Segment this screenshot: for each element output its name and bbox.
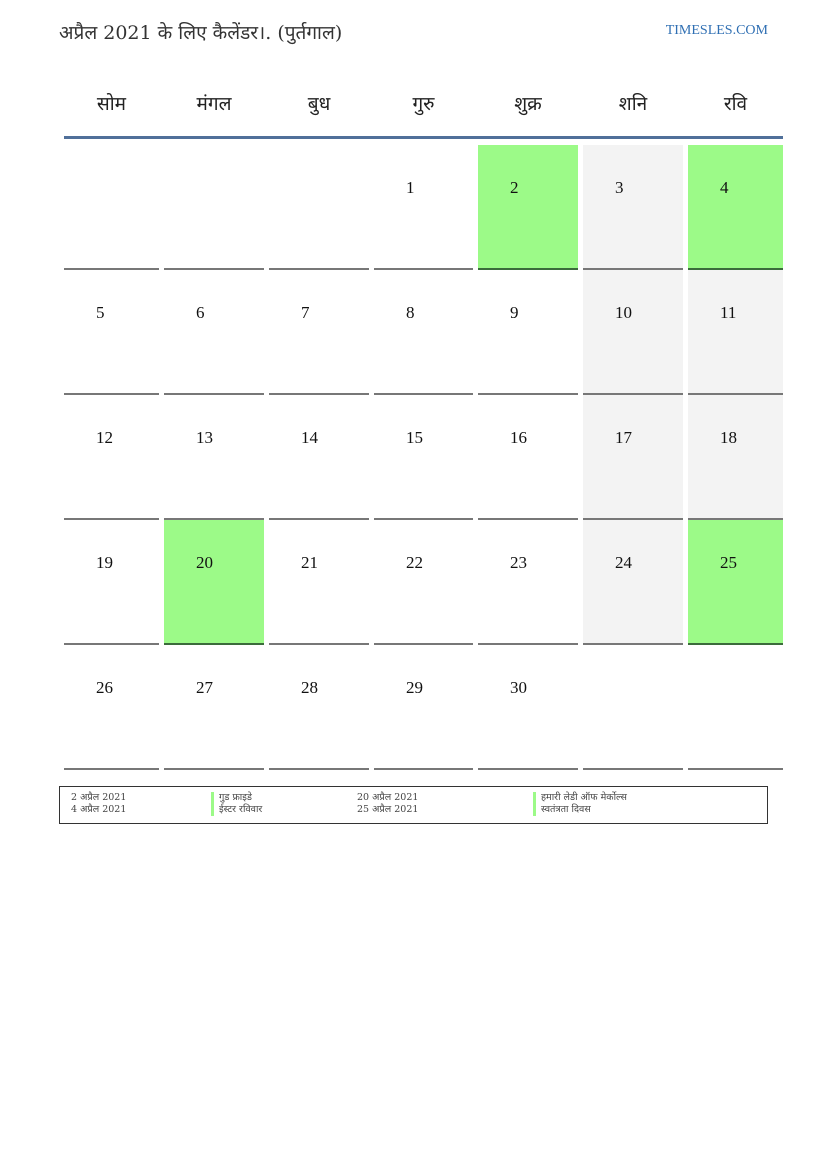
- day-number: 22: [406, 553, 423, 572]
- day-cell[interactable]: [269, 395, 369, 520]
- day-cell[interactable]: [64, 645, 159, 770]
- day-cell[interactable]: [478, 395, 578, 520]
- day-cell[interactable]: [374, 395, 473, 520]
- day-cell[interactable]: [164, 270, 264, 395]
- day-number: 9: [510, 303, 519, 322]
- day-cell[interactable]: [478, 145, 578, 270]
- day-cell[interactable]: [583, 145, 683, 270]
- day-number: 28: [301, 678, 318, 697]
- day-cell[interactable]: [478, 645, 578, 770]
- weekday-header: शुक्र: [514, 93, 542, 115]
- day-number: 25: [720, 553, 737, 572]
- day-cell[interactable]: [688, 270, 783, 395]
- day-cell[interactable]: [164, 395, 264, 520]
- day-cell[interactable]: [64, 270, 159, 395]
- legend-holiday-name: ईस्टर रविवार: [211, 804, 262, 816]
- day-number: 15: [406, 428, 423, 447]
- day-cell[interactable]: [269, 520, 369, 645]
- legend-date: 20 अप्रैल 2021: [357, 792, 419, 803]
- empty-day-cell: [688, 645, 783, 770]
- day-number: 10: [615, 303, 632, 322]
- day-number: 3: [615, 178, 624, 197]
- day-number: 17: [615, 428, 632, 447]
- day-cell[interactable]: [374, 520, 473, 645]
- holiday-legend: [59, 786, 768, 824]
- day-cell[interactable]: [688, 520, 783, 645]
- day-number: 6: [196, 303, 205, 322]
- day-cell[interactable]: [688, 145, 783, 270]
- day-number: 11: [720, 303, 737, 322]
- day-cell[interactable]: [269, 270, 369, 395]
- day-cell[interactable]: [583, 270, 683, 395]
- day-cell[interactable]: [269, 645, 369, 770]
- legend-holiday-name: स्वतंत्रता दिवस: [533, 804, 591, 816]
- empty-day-cell: [164, 145, 264, 270]
- day-number: 8: [406, 303, 415, 322]
- legend-holiday-name: गुड फ्राइडे: [211, 792, 252, 804]
- day-number: 2: [510, 178, 519, 197]
- day-number: 4: [720, 178, 729, 197]
- weekday-header: मंगल: [196, 93, 232, 115]
- weekday-header: रवि: [723, 93, 748, 115]
- day-cell[interactable]: [478, 520, 578, 645]
- day-number: 26: [96, 678, 113, 697]
- day-cell[interactable]: [374, 145, 473, 270]
- weekday-header: बुध: [307, 93, 331, 115]
- day-number: 7: [301, 303, 310, 322]
- day-number: 5: [96, 303, 105, 322]
- empty-day-cell: [64, 145, 159, 270]
- weekday-header: शनि: [618, 93, 648, 115]
- day-number: 23: [510, 553, 527, 572]
- calendar-grid: [64, 70, 763, 770]
- day-number: 27: [196, 678, 213, 697]
- day-number: 29: [406, 678, 423, 697]
- day-cell[interactable]: [64, 395, 159, 520]
- legend-holiday-name: हमारी लेडी ऑफ मेर्कोल्स: [533, 792, 627, 804]
- day-cell[interactable]: [583, 520, 683, 645]
- day-cell[interactable]: [374, 270, 473, 395]
- day-cell[interactable]: [164, 645, 264, 770]
- day-cell[interactable]: [478, 270, 578, 395]
- day-cell[interactable]: [64, 520, 159, 645]
- empty-day-cell: [269, 145, 369, 270]
- day-number: 30: [510, 678, 527, 697]
- weekday-header: गुरु: [412, 93, 435, 115]
- empty-day-cell: [583, 645, 683, 770]
- day-number: 24: [615, 553, 632, 572]
- day-number: 13: [196, 428, 213, 447]
- day-number: 16: [510, 428, 527, 447]
- page-title: अप्रैल 2021 के लिए कैलेंडर।. (पुर्तगाल): [59, 22, 343, 44]
- day-cell[interactable]: [583, 395, 683, 520]
- day-number: 1: [406, 178, 415, 197]
- day-number: 18: [720, 428, 737, 447]
- header-divider: [64, 136, 783, 139]
- legend-date: 25 अप्रैल 2021: [357, 804, 419, 815]
- day-cell[interactable]: [164, 520, 264, 645]
- day-number: 12: [96, 428, 113, 447]
- day-number: 21: [301, 553, 318, 572]
- legend-date: 2 अप्रैल 2021: [71, 792, 127, 803]
- site-link[interactable]: TIMESLES.COM: [665, 23, 768, 38]
- weekday-header: सोम: [96, 93, 127, 115]
- day-cell[interactable]: [688, 395, 783, 520]
- day-number: 19: [96, 553, 113, 572]
- day-number: 20: [196, 553, 213, 572]
- legend-date: 4 अप्रैल 2021: [71, 804, 127, 815]
- day-cell[interactable]: [374, 645, 473, 770]
- day-number: 14: [301, 428, 318, 447]
